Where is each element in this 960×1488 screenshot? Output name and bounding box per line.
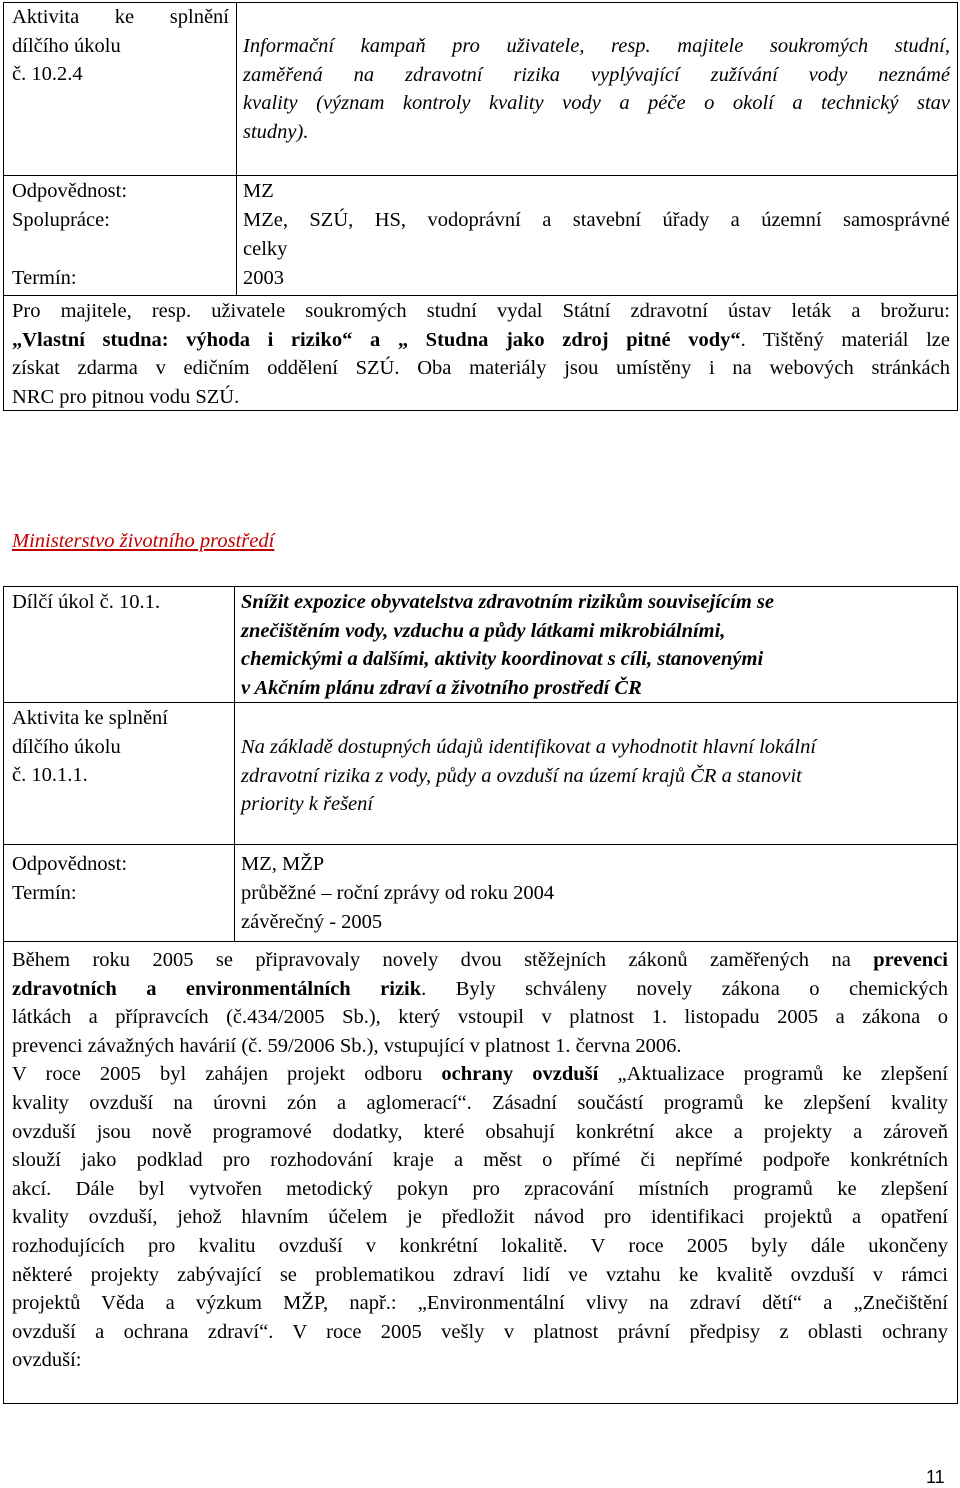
page-number: 11 bbox=[926, 1467, 945, 1487]
deadline-label-2: Termín: bbox=[12, 882, 77, 904]
activity-label-2: Aktivita ke splnění dílčího úkolu č. 10.1.1. bbox=[12, 707, 169, 787]
para2-line: ovzduší jsou nově programové dodatky, které obsahují konkrétní akce a projekty a zároveň bbox=[12, 1120, 948, 1143]
top-table-divider bbox=[236, 2, 237, 296]
para2-line: ovzduší a ochrana zdraví“. V roce 2005 vešly v platnost právní předpisy z oblasti ochrany bbox=[12, 1320, 948, 1343]
deadline-label: Termín: bbox=[12, 267, 77, 289]
para1-line: látkách a přípravcích (č.434/2005 Sb.), který vstoupil v platnost 1. listopadu 2005 a zákona o bbox=[12, 1006, 948, 1029]
top-table-rule-1 bbox=[3, 175, 958, 176]
top-table-rule-2 bbox=[3, 295, 958, 296]
activity-description: Informační kampaň pro uživatele, resp. majitele soukromých studní, zaměřená na zdravotní rizika vyplývající zužívání vody neznámé kvality (význam kontroly kvality vody a péče o okolí a technický stav studny). bbox=[243, 35, 950, 143]
responsibility-value-2: MZ, MŽP bbox=[241, 853, 325, 875]
top-body-text: Pro majitele, resp. uživatele soukromých studní vydal Státní zdravotní ústav leták a brožuru: „Vlastní studna: výhoda i riziko“ a „ Studna jako zdroj pitné vody“. Tištěný materiál lze získat zdarma v edičním oddělení SZÚ. Oba materiály jsou umístěny i na webových stránkách NRC pro pitnou vodu SZÚ. bbox=[12, 300, 950, 408]
para2-line: V roce 2005 byl zahájen projekt odboru ochrany ovzduší „Aktualizace programů ke zlepšení bbox=[12, 1063, 948, 1086]
subtask-label: Dílčí úkol č. 10.1. bbox=[12, 591, 161, 613]
para2-line: kvality ovzduší, jehož hlavním účelem je předložit návod pro identifikaci projektů a opatření bbox=[12, 1206, 948, 1229]
brochure-titles: „Vlastní studna: výhoda i riziko“ a „ Studna jako zdroj pitné vody“ bbox=[12, 328, 741, 351]
para1-line: prevenci závažných havárií (č. 59/2006 Sb.), vstupující v platnost 1. června 2006. bbox=[12, 1034, 682, 1057]
para2-line: některé projekty zabývající se problematikou zdraví lidí ve vztahu ke kvalitě ovzduší v rámci bbox=[12, 1263, 948, 1286]
cooperation-value: MZe, SZÚ, HS, vodoprávní a stavební úřady a územní samosprávné celky bbox=[243, 209, 950, 260]
para2-line: akcí. Dále byl vytvořen metodický pokyn pro zpracování místních programů ke zlepšení bbox=[12, 1177, 948, 1200]
ministry-heading: Ministerstvo životního prostředí bbox=[12, 530, 275, 552]
bottom-table-divider bbox=[234, 586, 235, 942]
activity-description-2: Na základě dostupných údajů identifikovat a vyhodnotit hlavní lokální zdravotní rizika z vody, půdy a ovzduší na území krajů ČR a stanovit priority k řešení bbox=[241, 736, 817, 816]
para2-line: projektů Věda a výzkum MŽP, např.: „Environmentální vlivy na zdraví dětí“ a „Znečištění bbox=[12, 1292, 948, 1315]
deadline-value: 2003 bbox=[243, 267, 284, 289]
para2-line: rozhodujících pro kvalitu ovzduší v konkrétní lokalitě. V roce 2005 byly dále ukončeny bbox=[12, 1234, 948, 1257]
bottom-table-rule-2 bbox=[3, 844, 958, 845]
para2-line: kvality ovzduší na úrovni zón a aglomerací“. Zásadní součástí programů ke zlepšení kvality bbox=[12, 1091, 948, 1114]
responsibility-label-2: Odpovědnost: bbox=[12, 853, 128, 875]
bottom-table-rule-3 bbox=[3, 941, 958, 942]
subtask-description: Snížit expozice obyvatelstva zdravotním rizikům souvisejícím se znečištěním vody, vzduchu a půdy látkami mikrobiálními, chemickými a dalšími, aktivity koordinovat s cíli, stanovenými v Akčním plánu zdraví a životního prostředí ČR bbox=[241, 591, 774, 699]
deadline-value-2: průběžné – roční zprávy od roku 2004 závěrečný - 2005 bbox=[241, 882, 555, 933]
bottom-body-text bbox=[12, 946, 948, 1375]
para1-line: zdravotních a environmentálních rizik. Byly schváleny novely zákona o chemických bbox=[12, 977, 948, 1000]
para1-line: Během roku 2005 se připravovaly novely dvou stěžejních zákonů zaměřených na prevenci bbox=[12, 949, 948, 971]
activity-label: Aktivita ke splnění dílčího úkolu č. 10.2.4 bbox=[12, 6, 229, 86]
responsibility-label: Odpovědnost: bbox=[12, 180, 128, 202]
para2-line: slouží jako podklad pro rozhodování kraje a měst o přímé či nepřímé podpoře konkrétních bbox=[12, 1149, 948, 1172]
cooperation-label: Spolupráce: bbox=[12, 209, 110, 231]
responsibility-value: MZ bbox=[243, 180, 274, 202]
para2-line: ovzduší: bbox=[12, 1349, 82, 1372]
